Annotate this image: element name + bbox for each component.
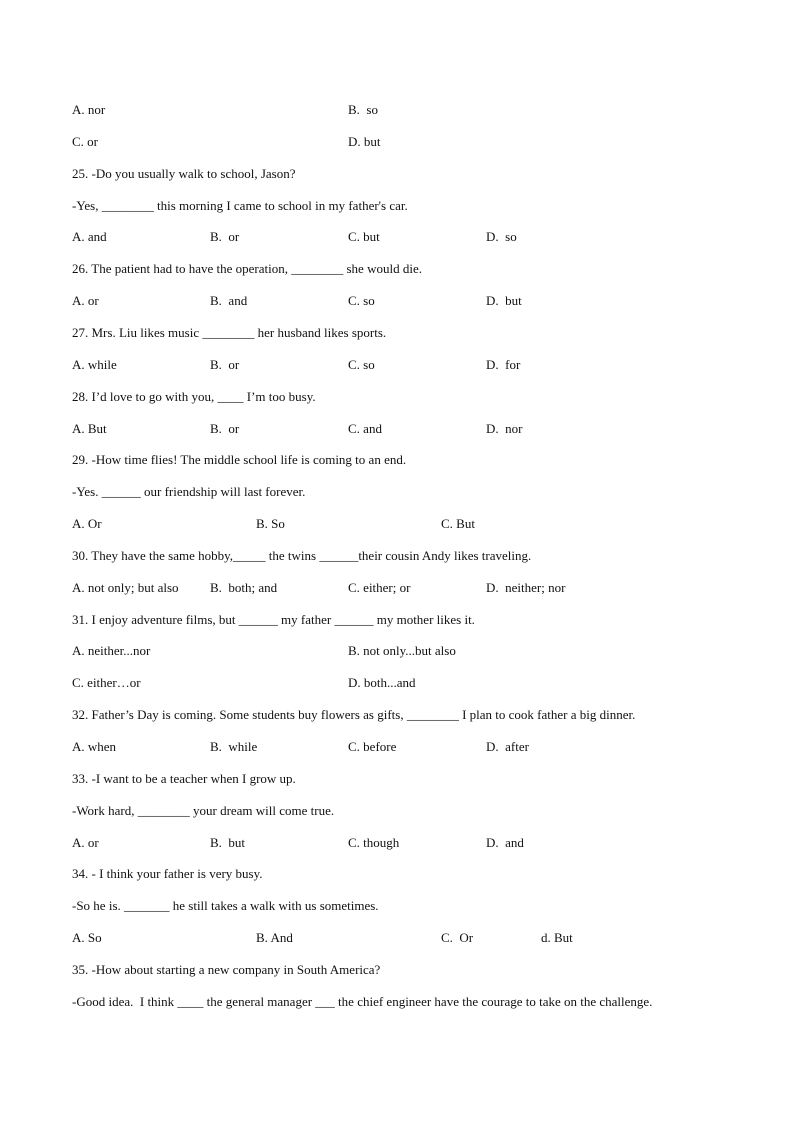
answer-option: D. nor	[486, 421, 523, 436]
answer-option: A. But	[72, 421, 107, 436]
question-line: -Work hard, ________ your dream will come true.	[72, 803, 335, 818]
answer-option: A. So	[72, 930, 102, 945]
question-line: 34. - I think your father is very busy.	[72, 866, 263, 881]
answer-option: A. while	[72, 357, 117, 372]
answer-option: B. or	[210, 229, 240, 244]
answer-option: B. and	[210, 293, 248, 308]
answer-option: C. Or	[441, 930, 474, 945]
answer-option: B. while	[210, 739, 258, 754]
answer-option: C. so	[348, 293, 375, 308]
answer-option: B. or	[210, 357, 240, 372]
answer-option: d. But	[541, 930, 573, 945]
question-line: 33. -I want to be a teacher when I grow up.	[72, 771, 296, 786]
question-line: 30. They have the same hobby,_____ the twins ______their cousin Andy likes traveling.	[72, 548, 532, 563]
answer-option: C. or	[72, 134, 98, 149]
answer-option: B. or	[210, 421, 240, 436]
answer-option: B. so	[348, 102, 378, 117]
answer-option: D. both...and	[348, 675, 416, 690]
answer-option: C. either; or	[348, 580, 411, 595]
answer-option: A. and	[72, 229, 107, 244]
answer-option: C. But	[441, 516, 475, 531]
answer-option: A. Or	[72, 516, 102, 531]
answer-option: B. And	[256, 930, 293, 945]
answer-option: D. neither; nor	[486, 580, 566, 595]
answer-option: B. but	[210, 835, 246, 850]
answer-option: C. and	[348, 421, 382, 436]
answer-option: C. either…or	[72, 675, 141, 690]
question-line: 29. -How time flies! The middle school life is coming to an end.	[72, 452, 407, 467]
answer-option: D. but	[486, 293, 522, 308]
answer-option: A. or	[72, 293, 99, 308]
answer-option: A. or	[72, 835, 99, 850]
answer-option: D. and	[486, 835, 524, 850]
question-line: -Yes. ______ our friendship will last forever.	[72, 484, 306, 499]
question-line: 26. The patient had to have the operation, ________ she would die.	[72, 261, 422, 276]
answer-option: A. not only; but also	[72, 580, 179, 595]
answer-option: D. so	[486, 229, 517, 244]
answer-option: C. but	[348, 229, 380, 244]
answer-option: B. So	[256, 516, 285, 531]
question-line: 31. I enjoy adventure films, but ______ my father ______ my mother likes it.	[72, 612, 475, 627]
answer-option: C. though	[348, 835, 400, 850]
question-line: 27. Mrs. Liu likes music ________ her husband likes sports.	[72, 325, 387, 340]
answer-option: A. when	[72, 739, 117, 754]
question-line: 35. -How about starting a new company in South America?	[72, 962, 381, 977]
question-line: -Good idea. I think ____ the general manager ___ the chief engineer have the courage to take on the challenge.	[72, 994, 653, 1009]
question-line: 28. I’d love to go with you, ____ I’m too busy.	[72, 389, 316, 404]
answer-option: A. nor	[72, 102, 106, 117]
answer-option: D. for	[486, 357, 521, 372]
answer-option: D. after	[486, 739, 529, 754]
question-line: 25. -Do you usually walk to school, Jason?	[72, 166, 296, 181]
question-line: -Yes, ________ this morning I came to school in my father's car.	[72, 198, 408, 213]
question-line: -So he is. _______ he still takes a walk with us sometimes.	[72, 898, 379, 913]
question-line: 32. Father’s Day is coming. Some students buy flowers as gifts, ________ I plan to cook father a big dinner.	[72, 707, 636, 722]
answer-option: D. but	[348, 134, 381, 149]
answer-option: C. so	[348, 357, 375, 372]
answer-option: C. before	[348, 739, 397, 754]
answer-option: B. both; and	[210, 580, 278, 595]
answer-option: A. neither...nor	[72, 643, 151, 658]
answer-option: B. not only...but also	[348, 643, 456, 658]
